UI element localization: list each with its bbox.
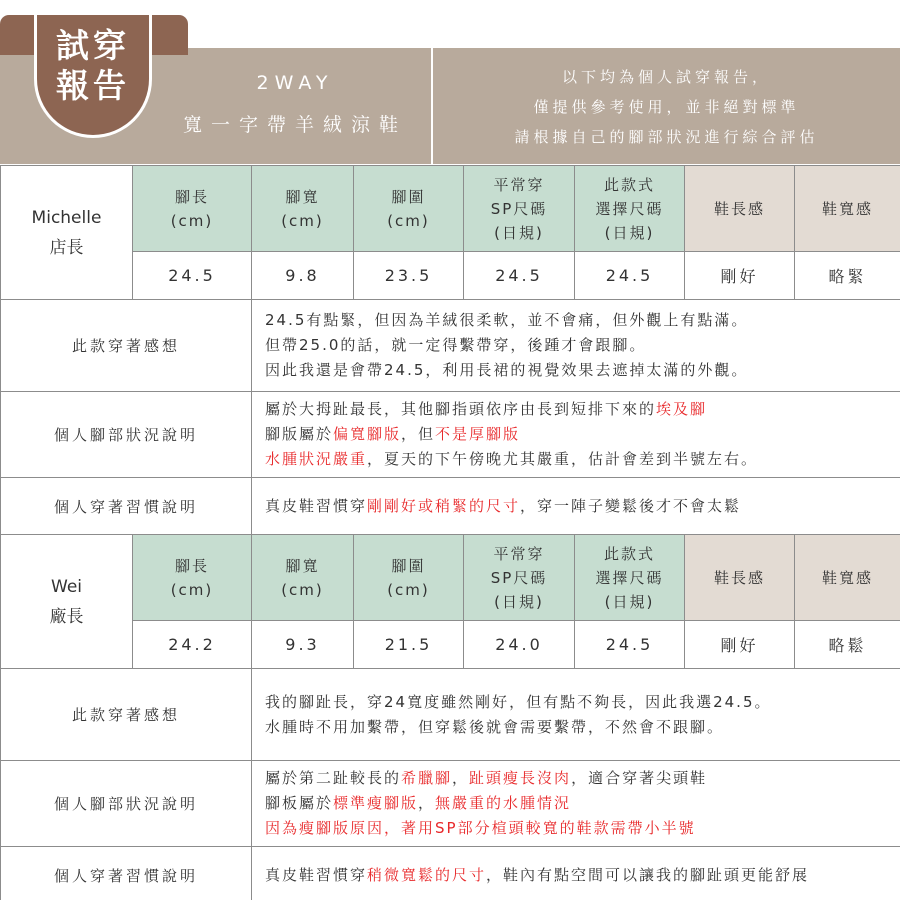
note-line <box>265 333 900 358</box>
disclaimer-line: 僅提供參考使用，並非絕對標準 <box>533 98 800 116</box>
value-width-feel: 略鬆 <box>795 621 900 669</box>
disclaimer-line: 請根據自己的腳部狀況進行綜合評估 <box>514 128 819 146</box>
highlight-text: 水腫狀況嚴重 <box>265 450 368 468</box>
note-text: 但帶25.0的話，就一定得繫帶穿，後踵才會跟腳。 <box>265 336 647 354</box>
tester-name-cell <box>1 535 133 669</box>
note-line <box>265 816 900 841</box>
highlight-text: 希臘腳 <box>401 769 453 787</box>
label-foot: 個人腳部狀況說明 <box>1 761 252 847</box>
header-chosen-size: 此款式 選擇尺碼 (日規) <box>575 535 685 621</box>
note-text: ， <box>418 794 436 812</box>
highlight-text: 埃及腳 <box>656 400 708 418</box>
value-chosen-size: 24.5 <box>575 621 685 669</box>
note-line <box>265 308 900 333</box>
note-line <box>265 397 900 422</box>
value-foot-girth: 21.5 <box>354 621 464 669</box>
habit-text <box>252 478 900 535</box>
tester-name: Wei <box>51 576 82 597</box>
label-impression: 此款穿著感想 <box>1 300 252 392</box>
product-name-zh: 寬一字帶羊絨涼鞋 <box>182 114 407 136</box>
note-line <box>265 358 900 383</box>
note-text: 水腫時不用加繫帶，但穿鬆後就會需要繫帶，不然會不跟腳。 <box>265 717 725 736</box>
value-chosen-size: 24.5 <box>575 252 685 300</box>
impression-text <box>252 669 900 761</box>
badge-line-2: 報告 <box>56 66 130 105</box>
header-length-feel: 鞋長感 <box>685 535 795 621</box>
header-usual-size: 平常穿 SP尺碼 (日規) <box>464 166 575 252</box>
highlight-text: 剛剛好或稍緊的尺寸 <box>367 496 521 515</box>
disclaimer <box>433 62 900 152</box>
value-foot-length: 24.2 <box>133 621 252 669</box>
note-text: ，鞋內有點空間可以讓我的腳趾頭更能舒展 <box>486 865 810 884</box>
note-text: ，適合穿著尖頭鞋 <box>571 769 708 787</box>
header-width-feel: 鞋寬感 <box>795 535 900 621</box>
tester-title: 店長 <box>49 237 84 258</box>
label-habit: 個人穿著習慣說明 <box>1 847 252 900</box>
note-line <box>265 715 900 740</box>
note-line <box>265 422 900 447</box>
note-text: ，但 <box>401 425 436 443</box>
highlight-text: 標準瘦腳版 <box>333 794 419 812</box>
header-foot-length: 腳長 (cm) <box>133 535 252 621</box>
note-text: 真皮鞋習慣穿 <box>265 865 368 884</box>
note-text: 我的腳趾長，穿24寬度雖然剛好，但有點不夠長，因此我選24.5。 <box>265 692 772 711</box>
badge-line-1: 試穿 <box>56 26 130 65</box>
note-line <box>265 494 900 519</box>
note-text: 24.5有點緊，但因為羊絨很柔軟，並不會痛，但外觀上有點滿。 <box>265 311 749 329</box>
tester-name: Michelle <box>31 207 102 228</box>
value-length-feel: 剛好 <box>685 252 795 300</box>
note-text: 因此我還是會帶24.5，利用長裙的視覺效果去遮掉太滿的外觀。 <box>265 361 749 379</box>
header-foot-length: 腳長 (cm) <box>133 166 252 252</box>
product-name-en: 2WAY <box>256 72 334 94</box>
note-text: ，穿一陣子變鬆後才不會太鬆 <box>520 496 742 515</box>
header-foot-girth: 腳圍 (cm) <box>354 166 464 252</box>
header-length-feel: 鞋長感 <box>685 166 795 252</box>
note-line <box>265 766 900 791</box>
highlight-text: 因為瘦腳版原因，著用SP部分楦頭較寬的鞋款需帶小半號 <box>265 819 696 837</box>
foot-text <box>252 392 900 478</box>
foot-text <box>252 761 900 847</box>
habit-text <box>252 847 900 900</box>
header-usual-size: 平常穿 SP尺碼 (日規) <box>464 535 575 621</box>
value-usual-size: 24.5 <box>464 252 575 300</box>
note-line <box>265 791 900 816</box>
note-text: 腳版屬於 <box>265 425 334 443</box>
value-foot-girth: 23.5 <box>354 252 464 300</box>
impression-text <box>252 300 900 392</box>
tester-title: 廠長 <box>49 606 84 627</box>
notes-table-wei <box>0 668 900 900</box>
note-line <box>265 690 900 715</box>
highlight-text: 稍微寬鬆的尺寸 <box>367 865 487 884</box>
highlight-text: 偏寬腳版 <box>333 425 402 443</box>
note-line <box>265 447 900 472</box>
note-text: 腳板屬於 <box>265 794 334 812</box>
header-foot-girth: 腳圍 (cm) <box>354 535 464 621</box>
header-chosen-size: 此款式 選擇尺碼 (日規) <box>575 166 685 252</box>
note-text: 屬於大拇趾最長，其他腳指頭依序由長到短排下來的 <box>265 400 657 418</box>
disclaimer-line: 以下均為個人試穿報告， <box>561 68 771 86</box>
label-impression: 此款穿著感想 <box>1 669 252 761</box>
note-text: 屬於第二趾較長的 <box>265 769 402 787</box>
tester-name-cell <box>1 166 133 300</box>
header-width-feel: 鞋寬感 <box>795 166 900 252</box>
value-foot-width: 9.8 <box>252 252 354 300</box>
badge-text <box>34 26 152 106</box>
label-foot: 個人腳部狀況說明 <box>1 392 252 478</box>
note-text: ， <box>452 769 470 787</box>
note-line <box>265 863 900 888</box>
value-width-feel: 略緊 <box>795 252 900 300</box>
header-foot-width: 腳寬 (cm) <box>252 166 354 252</box>
measurement-table-wei <box>0 534 900 669</box>
label-habit: 個人穿著習慣說明 <box>1 478 252 535</box>
highlight-text: 不是厚腳版 <box>435 425 521 443</box>
highlight-text: 趾頭瘦長沒肉 <box>469 769 572 787</box>
value-usual-size: 24.0 <box>464 621 575 669</box>
notes-table-michelle <box>0 299 900 535</box>
note-text: 真皮鞋習慣穿 <box>265 496 368 515</box>
value-foot-width: 9.3 <box>252 621 354 669</box>
value-length-feel: 剛好 <box>685 621 795 669</box>
highlight-text: 無嚴重的水腫情況 <box>435 794 572 812</box>
note-text: ，夏天的下午傍晚尤其嚴重，估計會差到半號左右。 <box>367 450 759 468</box>
measurement-table-michelle <box>0 165 900 300</box>
header-foot-width: 腳寬 (cm) <box>252 535 354 621</box>
value-foot-length: 24.5 <box>133 252 252 300</box>
